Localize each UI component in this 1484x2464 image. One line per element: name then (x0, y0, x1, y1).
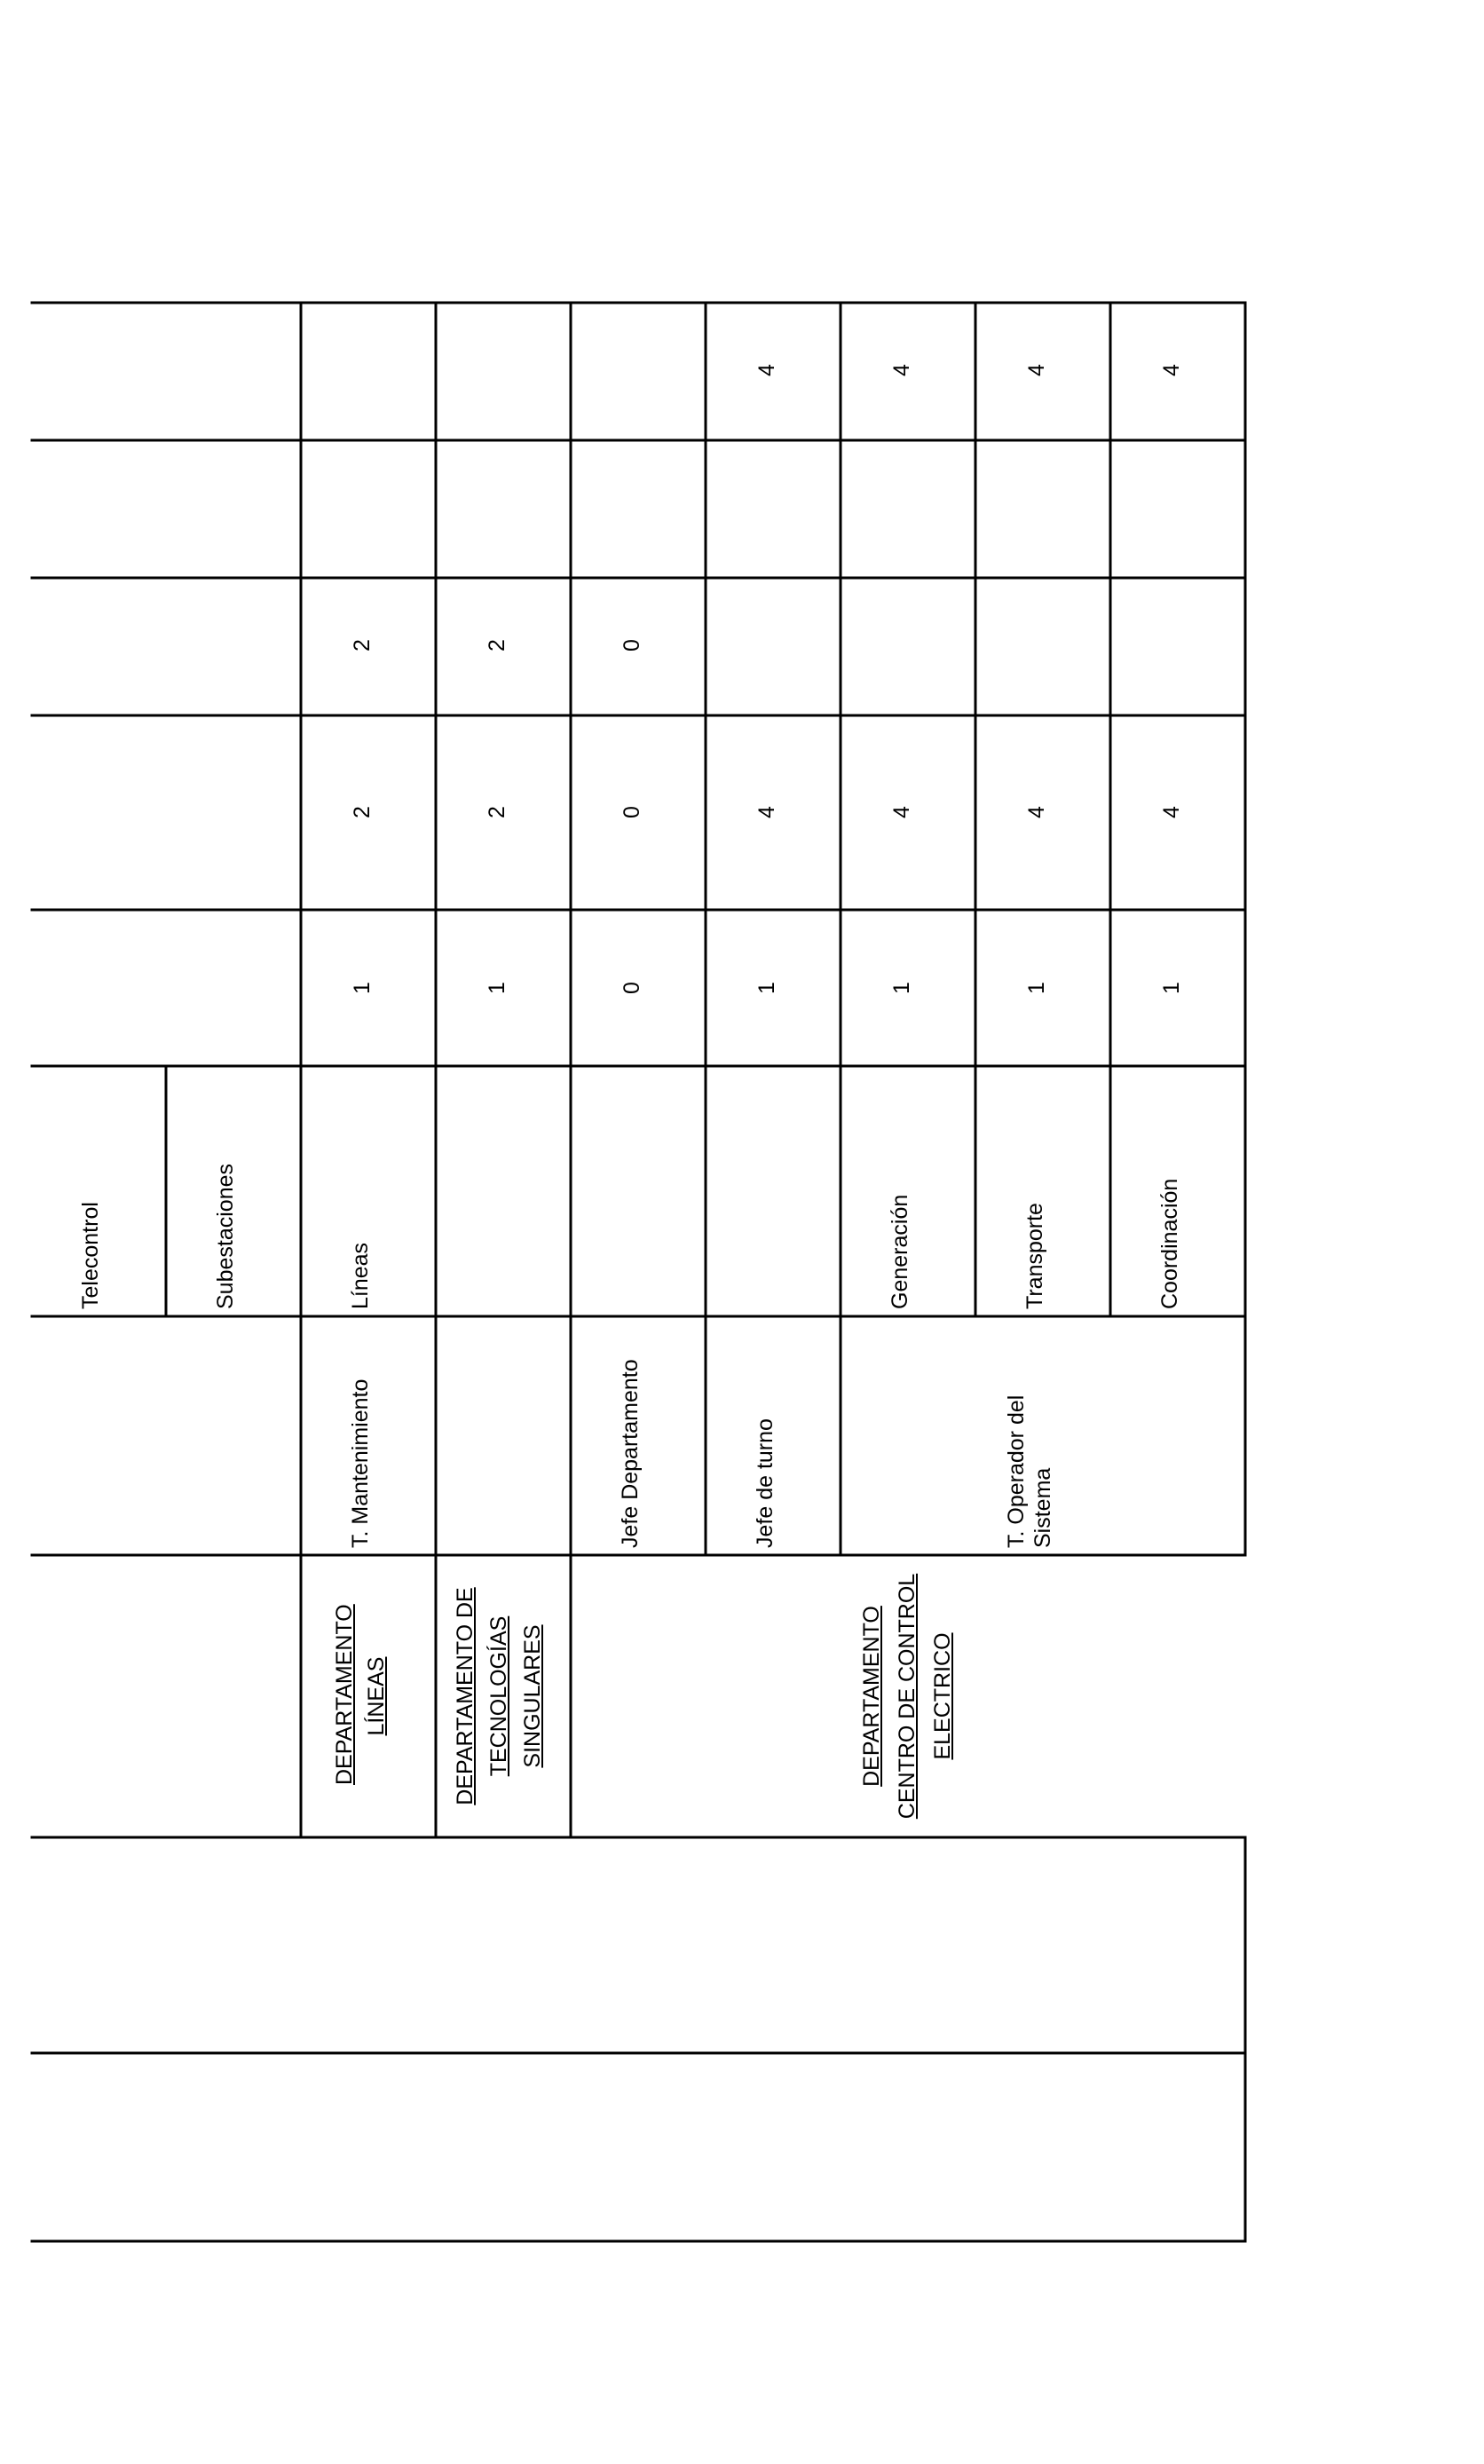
value-b-7: 4 (1159, 806, 1184, 818)
value-a-6: 1 (1024, 982, 1049, 994)
dept-tecnologias-singulares: DEPARTAMENTO DE TECNOLOGÍAS SINGULARES (453, 1587, 545, 1805)
value-a-3: 0 (620, 982, 644, 994)
value-b-4: 4 (754, 806, 779, 818)
role-t-mantenimiento: T. Mantenimiento (348, 1378, 373, 1548)
area-lineas: Líneas (348, 1242, 373, 1309)
value-b-5: 4 (889, 806, 914, 818)
value-b-2: 2 (485, 806, 509, 818)
role-t-operador-del-sistema: T. Operador del Sistema (1004, 1394, 1055, 1548)
area-transporte: Transporte (1022, 1203, 1047, 1309)
value-e-5: 4 (889, 364, 914, 376)
value-c-3: 0 (620, 639, 644, 652)
value-e-4: 4 (754, 364, 779, 376)
value-c-2: 2 (485, 639, 509, 652)
value-a-2: 1 (485, 982, 509, 994)
value-a-7: 1 (1159, 982, 1184, 994)
dept-centro-control-electrico: DEPARTAMENTO CENTRO DE CONTROL ELECTRICO (859, 1573, 955, 1820)
value-a-4: 1 (754, 982, 779, 994)
role-jefe-departamento: Jefe Departamento (618, 1359, 643, 1548)
value-b-1: 2 (350, 806, 375, 818)
value-a-1: 1 (350, 982, 375, 994)
role-jefe-de-turno: Jefe de turno (753, 1418, 778, 1548)
value-c-1: 2 (350, 639, 375, 652)
area-coordinacion: Coordinación (1157, 1178, 1182, 1309)
header-subestaciones: Subestaciones (213, 1163, 238, 1309)
value-e-7: 4 (1159, 364, 1184, 376)
value-b-6: 4 (1024, 806, 1049, 818)
header-telecontrol: Telecontrol (78, 1202, 103, 1309)
value-a-5: 1 (889, 982, 914, 994)
dept-lineas: DEPARTAMENTO LÍNEAS (332, 1604, 389, 1785)
area-generacion: Generación (888, 1194, 912, 1309)
value-e-6: 4 (1024, 364, 1049, 376)
value-b-3: 0 (620, 806, 644, 818)
